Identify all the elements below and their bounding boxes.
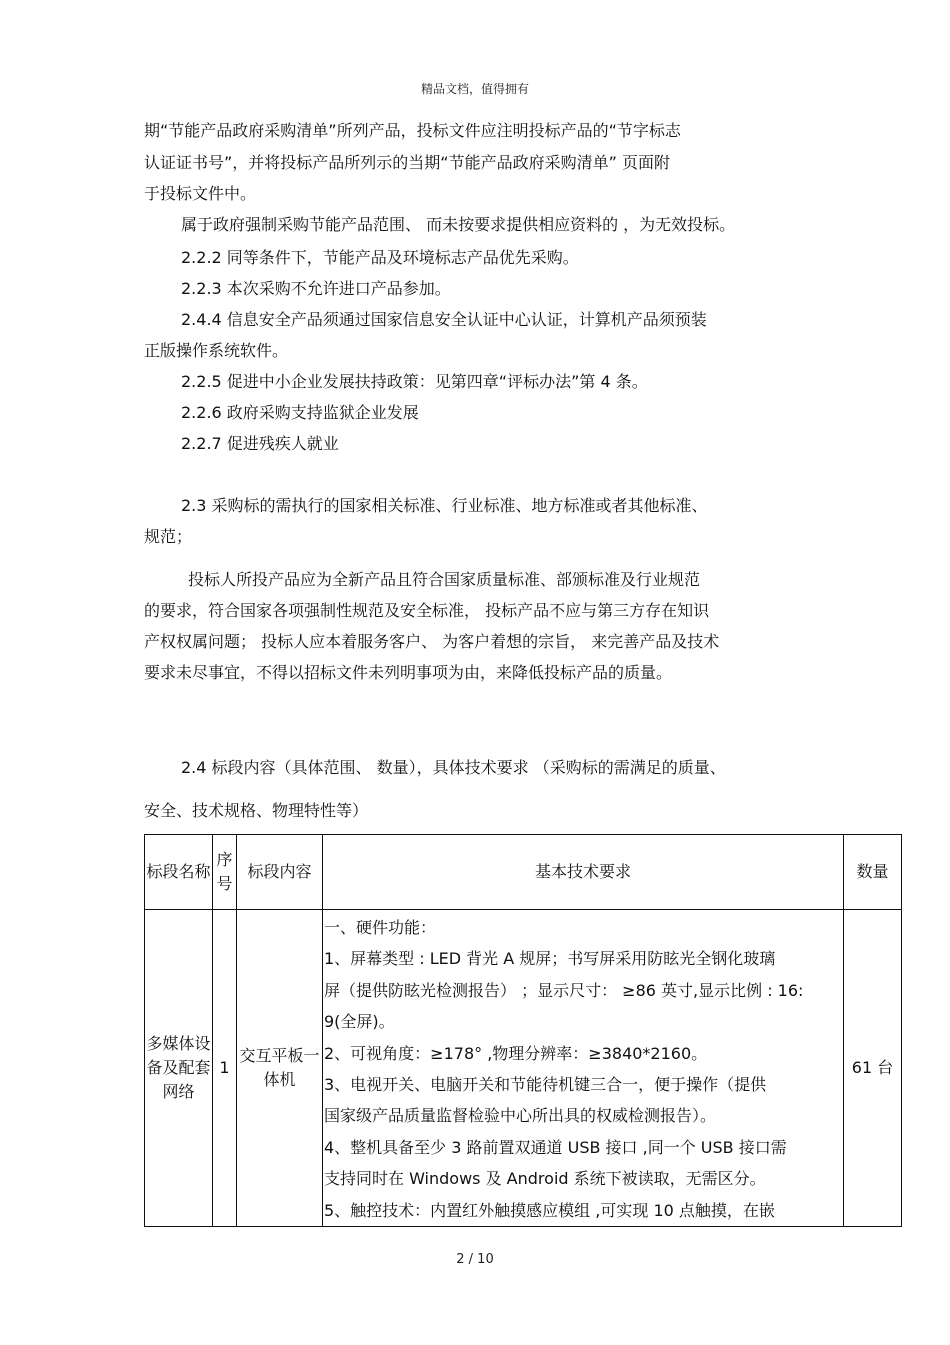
body-line: 2.2.3 本次采购不允许进口产品参加。 bbox=[181, 279, 451, 298]
header-cell-qty: 数量 bbox=[844, 835, 902, 910]
body-line: 2.2.5 促进中小企业发展扶持政策：见第四章“评标办法”第 4 条。 bbox=[181, 372, 648, 391]
requirement-line: 5、触控技术：内置红外触摸感应模组 ,可实现 10 点触摸，在嵌 bbox=[324, 1200, 775, 1220]
requirement-line: 国家级产品质量监督检验中心所出具的权威检测报告）。 bbox=[324, 1106, 717, 1126]
requirement-line: 支持同时在 Windows 及 Android 系统下被读取，无需区分。 bbox=[324, 1169, 766, 1189]
body-line: 2.3 采购标的需执行的国家相关标准、行业标准、地方标准或者其他标准、 bbox=[181, 496, 708, 515]
cell-section-name: 多媒体设备及配套网络 bbox=[145, 910, 213, 1227]
body-line: 于投标文件中。 bbox=[144, 184, 257, 203]
requirement-line: 4、整机具备至少 3 路前置双通道 USB 接口 ,同一个 USB 接口需 bbox=[324, 1137, 787, 1157]
body-line: 产权权属问题； 投标人应本着服务客户、 为客户着想的宗旨， 来完善产品及技术 bbox=[144, 632, 720, 651]
body-line: 的要求，符合国家各项强制性规范及安全标准， 投标产品不应与第三方存在知识 bbox=[144, 601, 710, 620]
body-line: 2.2.2 同等条件下，节能产品及环境标志产品优先采购。 bbox=[181, 248, 579, 267]
body-line: 2.2.7 促进残疾人就业 bbox=[181, 434, 339, 453]
body-line: 正版操作系统软件。 bbox=[144, 341, 289, 360]
requirement-line: 9(全屏)。 bbox=[324, 1012, 395, 1032]
table-row bbox=[145, 910, 902, 1227]
body-line: 期“节能产品政府采购清单”所列产品，投标文件应注明投标产品的“节字标志 bbox=[144, 121, 681, 140]
table-header-row bbox=[145, 835, 902, 910]
header-cell-content: 标段内容 bbox=[237, 835, 323, 910]
header-cell-name: 标段名称 bbox=[145, 835, 213, 910]
cell-requirements bbox=[323, 910, 844, 1227]
requirement-line: 2、可视角度：≥178° ,物理分辨率：≥3840*2160。 bbox=[324, 1043, 708, 1063]
cell-qty: 61 台 bbox=[844, 910, 902, 1227]
body-line: 2.4.4 信息安全产品须通过国家信息安全认证中心认证，计算机产品须预装 bbox=[181, 310, 707, 329]
page-number: 2 / 10 bbox=[456, 1252, 494, 1267]
requirement-line: 屏（提供防眩光检测报告） ；显示尺寸： ≥86 英寸,显示比例 : 16: bbox=[324, 980, 804, 1000]
spec-table bbox=[144, 834, 902, 1227]
body-line: 要求未尽事宜，不得以招标文件未列明事项为由，来降低投标产品的质量。 bbox=[144, 663, 673, 682]
section-heading: 2.4 标段内容（具体范围、 数量），具体技术要求 （采购标的需满足的质量、 bbox=[181, 758, 726, 777]
header-cell-no: 序号 bbox=[213, 835, 237, 910]
page-header: 精品文档，值得拥有 bbox=[420, 82, 529, 96]
header-cell-requirements: 基本技术要求 bbox=[323, 835, 844, 910]
body-line: 2.2.6 政府采购支持监狱企业发展 bbox=[181, 403, 419, 422]
body-line: 属于政府强制采购节能产品范围、 而未按要求提供相应资料的 ，为无效投标。 bbox=[181, 215, 736, 234]
section-heading-cont: 安全、技术规格、物理特性等） bbox=[144, 801, 369, 820]
cell-no: 1 bbox=[213, 910, 237, 1227]
body-line: 投标人所投产品应为全新产品且符合国家质量标准、部颁标准及行业规范 bbox=[188, 570, 701, 589]
body-line: 规范； bbox=[144, 527, 193, 546]
body-line: 认证证书号”，并将投标产品所列示的当期“节能产品政府采购清单” 页面附 bbox=[144, 153, 670, 172]
requirement-line: 1、屏幕类型 : LED 背光 A 规屏；书写屏采用防眩光全钢化玻璃 bbox=[324, 949, 776, 969]
requirement-line: 3、电视开关、电脑开关和节能待机键三合一，便于操作（提供 bbox=[324, 1075, 767, 1095]
cell-content: 交互平板一体机 bbox=[237, 910, 323, 1227]
requirement-line: 一、硬件功能： bbox=[324, 918, 437, 937]
